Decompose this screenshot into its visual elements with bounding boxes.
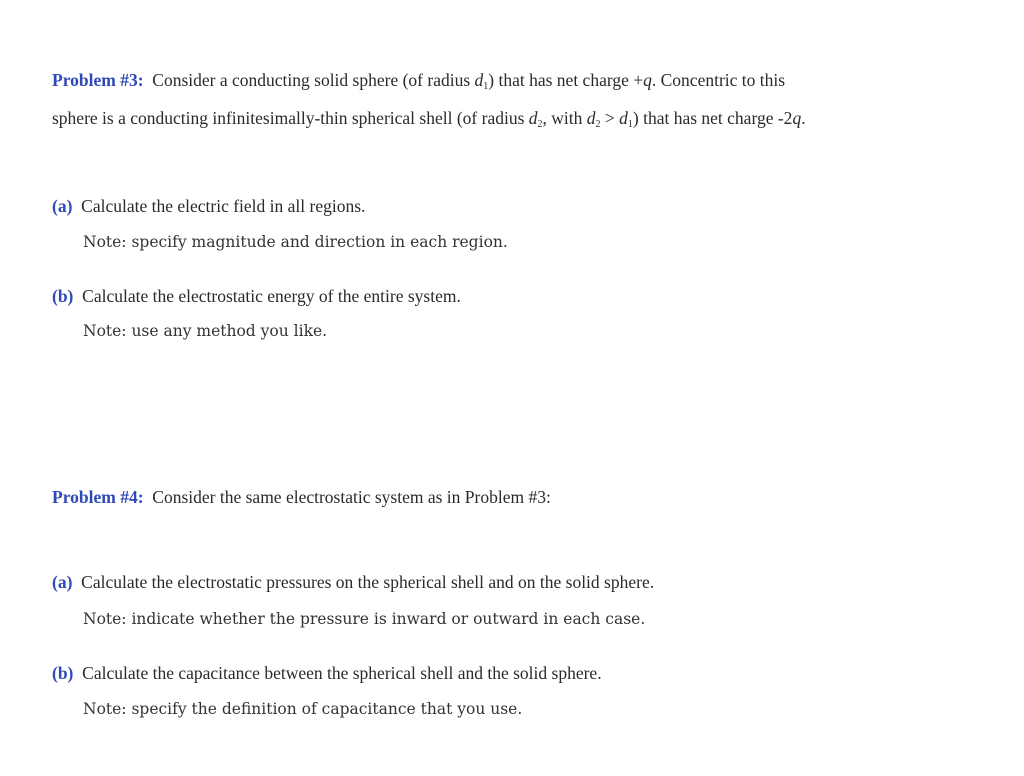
problem4-part-a-note: Note: indicate whether the pressure is inward or outward in each case. bbox=[83, 610, 646, 628]
problem3-part-a-note: Note: specify magnitude and direction in each region. bbox=[83, 233, 508, 251]
part-a-text: Calculate the electrostatic pressures on the spherical shell and on the solid sphere. bbox=[81, 572, 655, 592]
problem3-part-a bbox=[52, 196, 365, 217]
problem4-line1 bbox=[52, 487, 551, 508]
problem3-part-b bbox=[52, 286, 461, 307]
part-a-label: (a) bbox=[52, 572, 73, 592]
problem4-part-a bbox=[52, 572, 654, 593]
part-a-text: Calculate the electric field in all regions. bbox=[81, 196, 366, 216]
problem3-part-b-note: Note: use any method you like. bbox=[83, 322, 328, 340]
part-b-label: (b) bbox=[52, 663, 74, 683]
part-b-label: (b) bbox=[52, 286, 74, 306]
problem3-line1 bbox=[52, 70, 785, 92]
part-a-label: (a) bbox=[52, 196, 73, 216]
part-b-text: Calculate the capacitance between the spherical shell and the solid sphere. bbox=[82, 663, 602, 683]
part-b-text: Calculate the electrostatic energy of the entire system. bbox=[82, 286, 461, 306]
problem4-label: Problem #4: bbox=[52, 487, 144, 507]
problem4-part-b-note: Note: specify the definition of capacitance that you use. bbox=[83, 700, 523, 718]
problem3-line2: sphere is a conducting infinitesimally-thin spherical shell (of radius $d_2$, with $d_2 > d_1$) that has net charge -2q. bbox=[52, 108, 806, 130]
problem3-text: Consider a conducting solid sphere (of radius $d_1$) that has net charge +q. Concentric to this bbox=[152, 70, 786, 92]
problem4-part-b bbox=[52, 663, 602, 684]
problem4-text: Consider the same electrostatic system as in Problem #3: bbox=[152, 487, 551, 507]
problem3-label: Problem #3: bbox=[52, 70, 144, 90]
